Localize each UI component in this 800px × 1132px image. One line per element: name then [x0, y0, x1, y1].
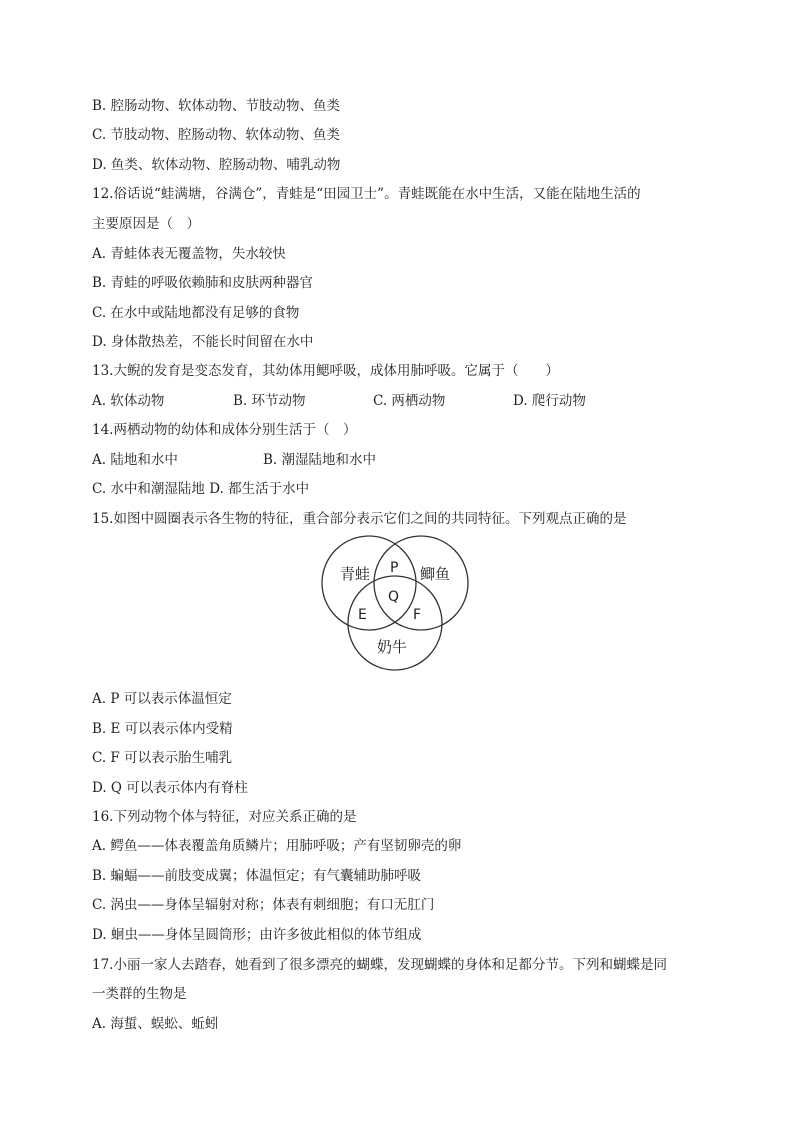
label-carp: 鲫鱼 [420, 565, 451, 583]
line-2: D. 鱼类、软体动物、腔肠动物、哺乳动物 [92, 157, 341, 173]
q16-option-d: D. 蛔虫——身体呈圆筒形；由许多彼此相似的体节组成 [92, 927, 422, 943]
q14-options-row-2: C. 水中和潮湿陆地 D. 都生活于水中 [92, 481, 310, 497]
line-0: B. 腔肠动物、软体动物、节肢动物、鱼类 [92, 98, 341, 114]
region-p: P [390, 560, 399, 576]
question-13: 13.大鲵的发育是变态发育，其幼体用鳃呼吸，成体用肺呼吸。它属于（ ） [92, 363, 559, 379]
label-cow: 奶牛 [377, 638, 408, 656]
q16-option-b: B. 蝙蝠——前肢变成翼；体温恒定；有气囊辅助肺呼吸 [92, 868, 422, 884]
q17-option-a: A. 海蜇、蜈蚣、蚯蚓 [92, 1016, 219, 1032]
region-f: F [413, 607, 422, 623]
circle-frog [322, 536, 416, 630]
question-17-line-1: 17.小丽一家人去踏春，她看到了很多漂亮的蝴蝶，发现蝴蝶的身体和足都分节。下列和蝴蝶是同 [92, 957, 667, 973]
q14-option-b: B. 潮湿陆地和水中 [263, 452, 377, 468]
question-12-line-2: 主要原因是（ ） [92, 216, 200, 232]
region-q: Q [388, 589, 400, 605]
q15-option-c: C. F 可以表示胎生哺乳 [92, 750, 233, 766]
venn-diagram [318, 531, 472, 675]
q13-option-a: A. 软体动物 [92, 393, 165, 409]
question-17-line-2: 一类群的生物是 [92, 986, 187, 1002]
q12-option-a: A. 青蛙体表无覆盖物，失水较快 [92, 246, 286, 262]
question-16: 16.下列动物个体与特征，对应关系正确的是 [92, 809, 357, 825]
q13-option-d: D. 爬行动物 [513, 393, 586, 409]
question-14: 14.两栖动物的幼体和成体分别生活于（ ） [92, 422, 357, 438]
q13-option-c: C. 两栖动物 [373, 393, 446, 409]
q16-option-a: A. 鳄鱼——体表覆盖角质鳞片；用肺呼吸；产有坚韧卵壳的卵 [92, 838, 462, 854]
label-frog: 青蛙 [340, 565, 371, 583]
q15-option-a: A. P 可以表示体温恒定 [92, 691, 232, 707]
q15-option-d: D. Q 可以表示体内有脊柱 [92, 780, 248, 796]
q12-option-c: C. 在水中或陆地都没有足够的食物 [92, 305, 300, 321]
q15-option-b: B. E 可以表示体内受精 [92, 721, 233, 737]
line-1: C. 节肢动物、腔肠动物、软体动物、鱼类 [92, 127, 340, 143]
q12-option-d: D. 身体散热差，不能长时间留在水中 [92, 334, 314, 350]
region-e: E [358, 607, 367, 623]
q12-option-b: B. 青蛙的呼吸依赖肺和皮肤两种器官 [92, 275, 314, 291]
question-15: 15.如图中圆圈表示各生物的特征，重合部分表示它们之间的共同特征。下列观点正确的是 [92, 511, 627, 527]
q13-option-b: B. 环节动物 [233, 393, 306, 409]
question-12-line-1: 12.俗话说“蛙满塘，谷满仓”，青蛙是“田园卫士”。青蛙既能在水中生活，又能在陆地生活的 [92, 186, 641, 202]
q14-option-a: A. 陆地和水中 [92, 452, 178, 468]
q16-option-c: C. 涡虫——身体呈辐射对称；体表有刺细胞；有口无肛门 [92, 897, 435, 913]
